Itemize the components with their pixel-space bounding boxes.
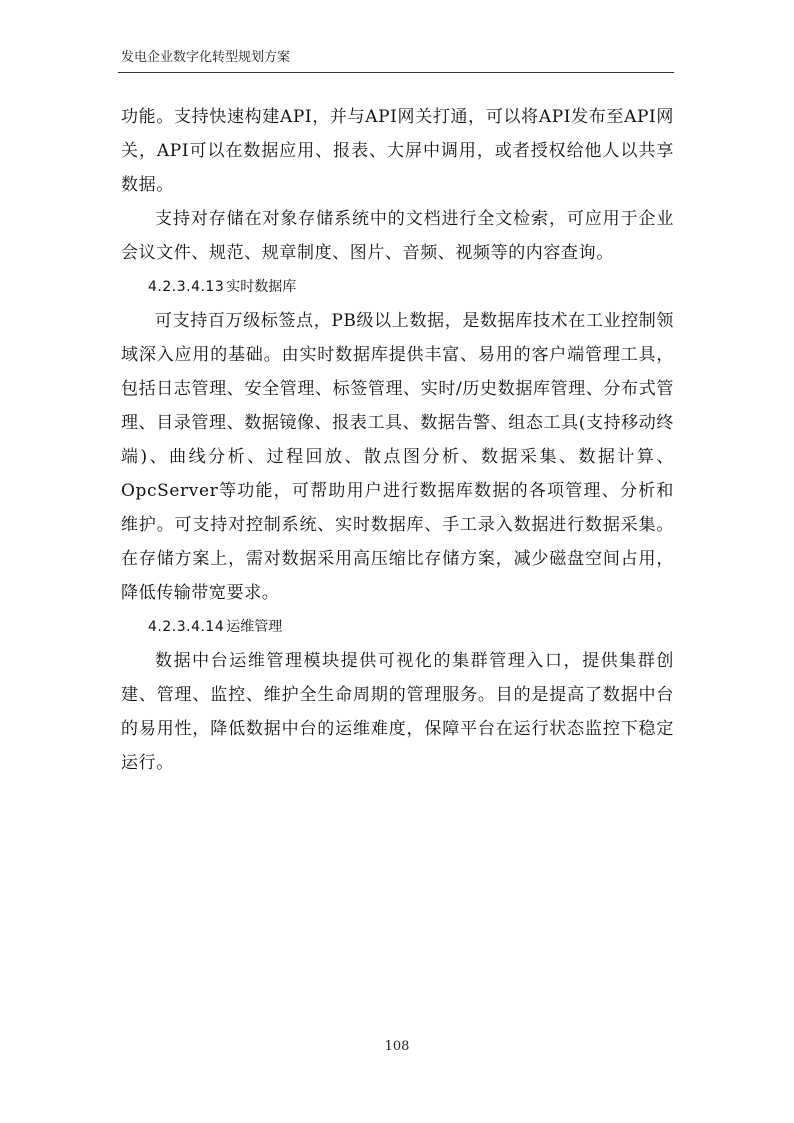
header-divider [118, 72, 674, 73]
section-title: 运维管理 [226, 619, 283, 635]
document-body [121, 100, 674, 780]
running-header: 发电企业数字化转型规划方案 [121, 50, 291, 65]
section-heading-realtime-db [121, 270, 674, 304]
section-number: 4.2.3.4.14 [148, 619, 225, 635]
paragraph-ops-management: 数据中台运维管理模块提供可视化的集群管理入口，提供集群创建、管理、监控、维护全生命周期的管理服务。目的是提高了数据中台的易用性，降低数据中台的运维难度，保障平台在运行状态监控下稳定运行。 [121, 651, 674, 773]
page-number: 108 [384, 1039, 410, 1054]
paragraph-realtime-db: 可支持百万级标签点，PB级以上数据，是数据库技术在工业控制领域深入应用的基础。由实时数据库提供丰富、易用的客户端管理工具，包括日志管理、安全管理、标签管理、实时/历史数据库管理、分布式管理、目录管理、数据镜像、报表工具、数据告警、组态工具(支持移动终端)、曲线分析、过程回放、散点图分析、数据采集、数据计算、OpcServer等功能，可帮助用户进行数据库数据的各项管理、分析和维护。可支持对控制系统、实时数据库、手工录入数据进行数据采集。在存储方案上，需对数据采用高压缩比存储方案，减少磁盘空间占用，降低传输带宽要求。 [121, 311, 674, 603]
paragraph-api-continuation: 功能。支持快速构建API，并与API网关打通，可以将API发布至API网关，API可以在数据应用、报表、大屏中调用，或者授权给他人以共享数据。 [121, 107, 674, 195]
section-title: 实时数据库 [226, 279, 297, 295]
paragraph-fulltext-search: 支持对存储在对象存储系统中的文档进行全文检索，可应用于企业会议文件、规范、规章制度、图片、音频、视频等的内容查询。 [121, 209, 674, 263]
section-number: 4.2.3.4.13 [148, 279, 225, 295]
section-heading-ops-management [121, 610, 674, 644]
